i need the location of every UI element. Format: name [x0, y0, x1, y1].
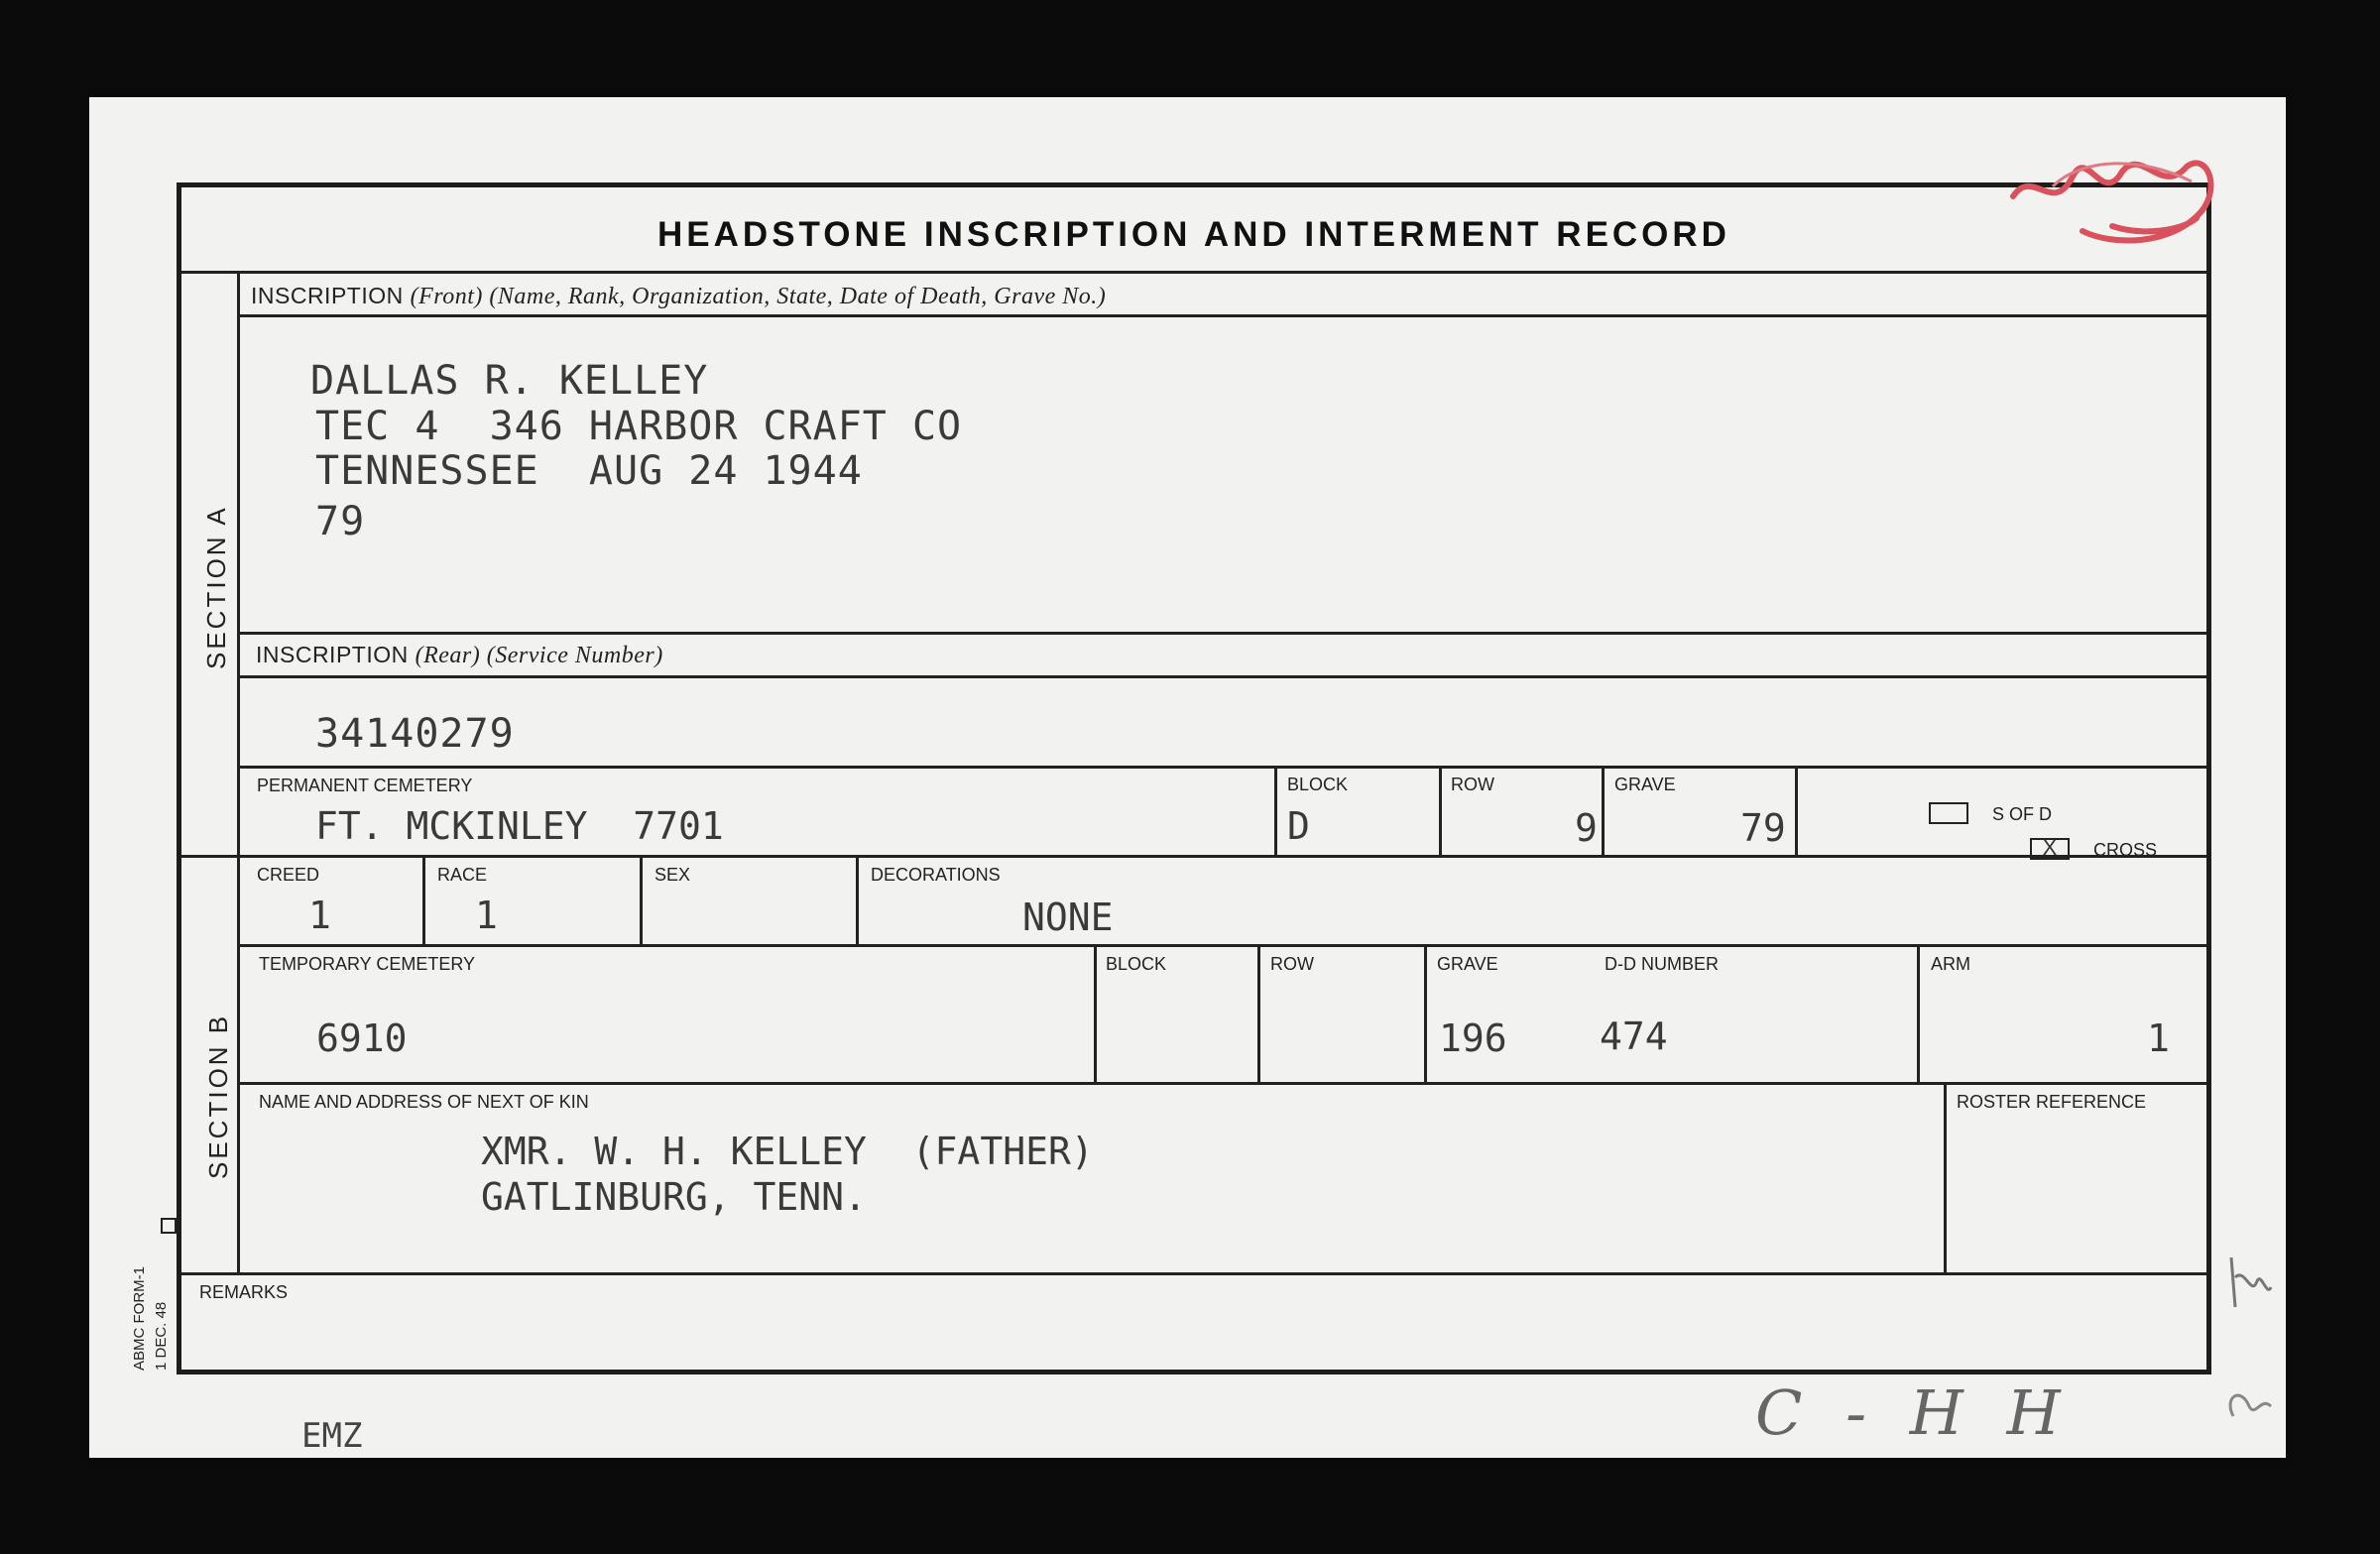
temp-row-label: ROW: [1270, 954, 1314, 974]
creed-label: CREED: [257, 865, 320, 885]
next-of-kin-line-2: GATLINBURG, TENN.: [481, 1175, 867, 1219]
rule-v: [1439, 766, 1442, 855]
rule-section-b: [181, 855, 2206, 858]
rule-kin: [237, 1082, 2206, 1085]
race-label: RACE: [437, 865, 488, 885]
rear-inscription-title: INSCRIPTION: [256, 642, 409, 667]
rear-inscription-label: [256, 642, 663, 669]
rear-inscription-hint: (Rear) (Service Number): [415, 643, 663, 668]
rule-v: [1094, 944, 1097, 1082]
star-of-david-checkbox[interactable]: [1929, 802, 1968, 824]
dd-number-value: 474: [1600, 1015, 1668, 1058]
permanent-cemetery-label: PERMANENT CEMETERY: [257, 776, 473, 795]
cross-checkbox[interactable]: X: [2030, 838, 2070, 860]
rule-v: [856, 855, 859, 944]
rule-v: [1274, 766, 1277, 855]
rule-v: [1944, 1082, 1947, 1272]
form-frame: [177, 182, 2211, 1375]
front-line-rank-org: TEC 4 346 HARBOR CRAFT CO: [315, 404, 963, 449]
block-value: D: [1287, 804, 1310, 848]
rule-rear: [237, 632, 2206, 635]
rule-title: [181, 271, 2206, 274]
margin-pencil-marks: [2221, 1238, 2281, 1466]
form-corner-checkbox: [161, 1218, 177, 1234]
grave-label: GRAVE: [1614, 775, 1676, 794]
section-a-label: SECTION A: [201, 505, 231, 669]
temp-grave-value: 196: [1439, 1016, 1507, 1060]
handwritten-code: C - H H: [1755, 1376, 2073, 1449]
record-card: [89, 97, 2286, 1458]
row-value: 9: [1575, 806, 1598, 850]
form-id: [131, 1266, 148, 1371]
form-date: [153, 1302, 170, 1371]
rule-v: [1424, 944, 1427, 1082]
front-inscription-label: [251, 283, 1106, 310]
section-b-label: SECTION B: [203, 1013, 233, 1179]
front-line-state-date: TENNESSEE AUG 24 1944: [315, 448, 863, 494]
dd-number-label: D-D NUMBER: [1605, 954, 1719, 974]
form-id-number: ABMC FORM-1: [131, 1266, 148, 1371]
form-id-date: 1 DEC. 48: [153, 1301, 170, 1371]
front-line-grave-no: 79: [315, 499, 366, 544]
sex-label: SEX: [654, 865, 691, 885]
star-of-david-label: S OF D: [1992, 804, 2053, 824]
arm-value: 1: [2147, 1016, 2170, 1060]
typed-initials: EMZ: [301, 1416, 363, 1456]
rule-v: [422, 855, 425, 944]
rule-front-label: [237, 314, 2206, 317]
next-of-kin-line-1: XMR. W. H. KELLEY (FATHER): [481, 1130, 1094, 1173]
block-label: BLOCK: [1287, 775, 1349, 794]
next-of-kin-label: NAME AND ADDRESS OF NEXT OF KIN: [259, 1092, 589, 1112]
temp-grave-label: GRAVE: [1437, 954, 1498, 974]
permanent-cemetery-value: FT. MCKINLEY 7701: [315, 804, 724, 848]
front-inscription-hint: (Front) (Name, Rank, Organization, State, Date of Death, Grave No.): [410, 284, 1107, 309]
temp-block-label: BLOCK: [1106, 954, 1167, 974]
rule-v: [1917, 944, 1920, 1082]
decorations-label: DECORATIONS: [871, 865, 1001, 885]
temp-cemetery-value: 6910: [316, 1016, 408, 1060]
rule-permanent: [237, 766, 2206, 769]
rule-v: [640, 855, 643, 944]
roster-reference-label: ROSTER REFERENCE: [1957, 1092, 2147, 1112]
rule-v: [1795, 766, 1798, 855]
service-number: 34140279: [315, 711, 515, 757]
rule-temp: [237, 944, 2206, 947]
temp-cemetery-label: TEMPORARY CEMETERY: [259, 954, 476, 974]
arm-label: ARM: [1931, 954, 1970, 974]
rule-v: [1257, 944, 1260, 1082]
remarks-label: REMARKS: [199, 1282, 289, 1302]
red-pencil-scribble: [1993, 127, 2231, 276]
rule-rear-label: [237, 675, 2206, 678]
rule-v: [1602, 766, 1605, 855]
row-label: ROW: [1451, 775, 1494, 794]
front-line-name: DALLAS R. KELLEY: [310, 358, 709, 404]
rule-remarks: [181, 1272, 2206, 1275]
form-title: HEADSTONE INSCRIPTION AND INTERMENT RECORD: [657, 215, 1730, 254]
grave-value: 79: [1740, 806, 1786, 850]
front-inscription-title: INSCRIPTION: [251, 283, 404, 308]
decorations-value: NONE: [1022, 896, 1114, 939]
creed-value: 1: [308, 894, 331, 937]
race-value: 1: [475, 894, 498, 937]
rule-section-column: [237, 271, 240, 1272]
cross-label: CROSS: [2093, 840, 2158, 860]
